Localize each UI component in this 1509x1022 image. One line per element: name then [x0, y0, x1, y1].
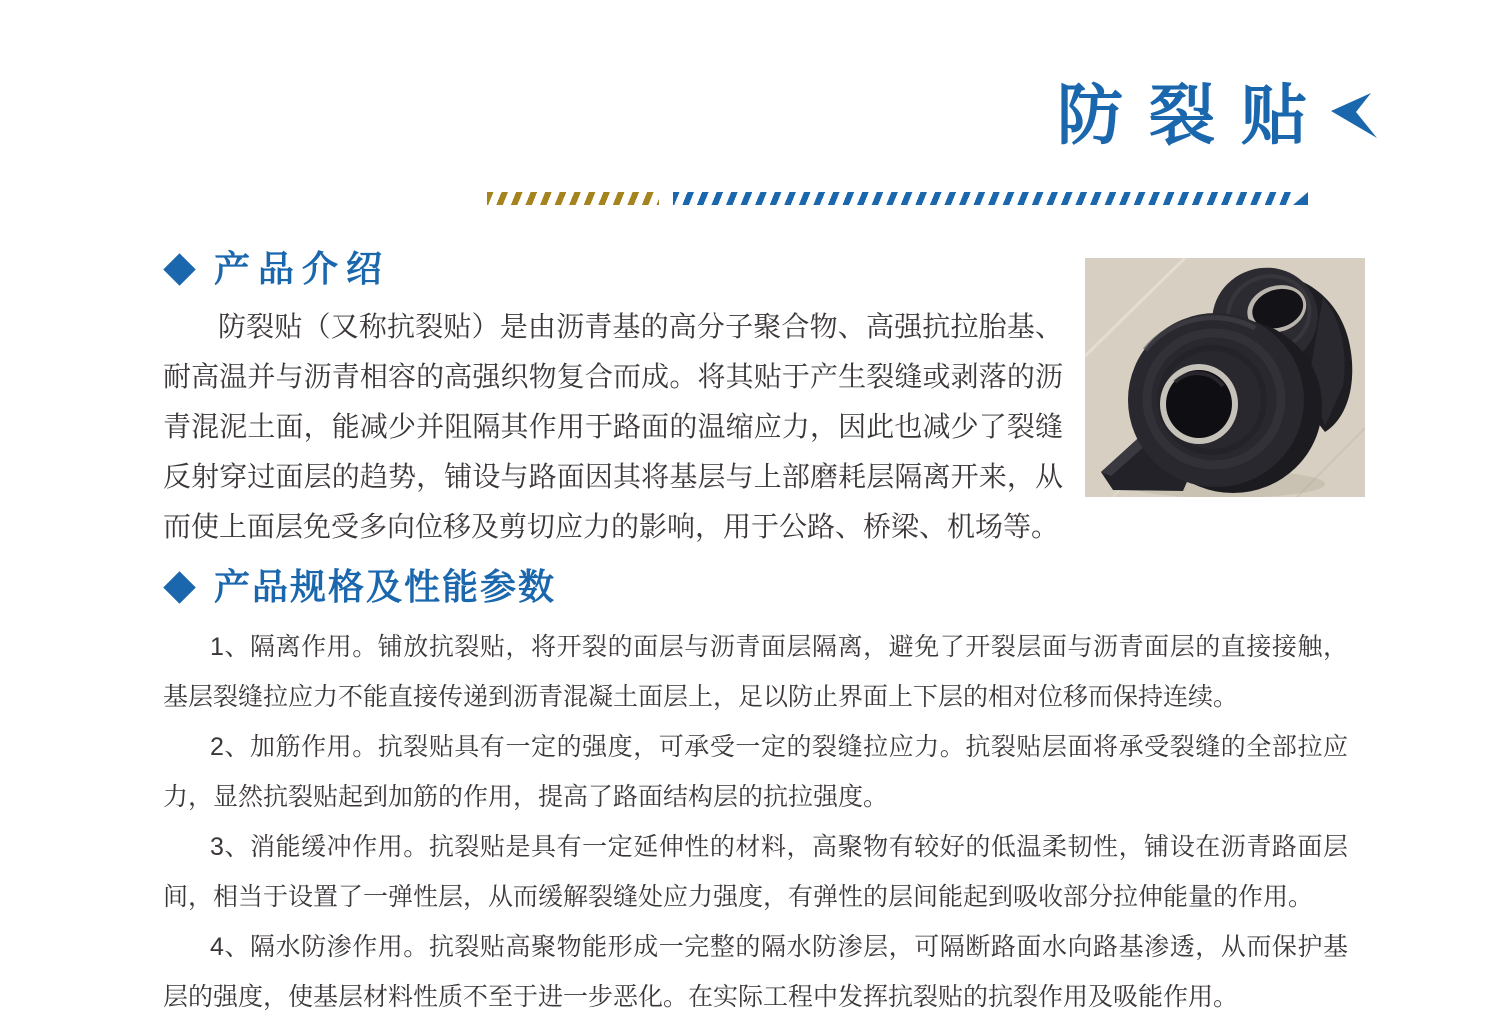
- product-photo: [1085, 258, 1365, 497]
- spec-paragraph-2: 2、加筋作用。抗裂贴具有一定的强度，可承受一定的裂缝拉应力。抗裂贴层面将承受裂缝的全部拉应力，显然抗裂贴起到加筋的作用，提高了路面结构层的抗拉强度。: [163, 733, 1348, 811]
- masthead: [1057, 76, 1377, 154]
- specs-paragraphs: [163, 622, 1348, 1022]
- left-arrowhead-icon: [1331, 93, 1377, 138]
- spec-paragraph-3: 3、消能缓冲作用。抗裂贴是具有一定延伸性的材料，高聚物有较好的低温柔韧性，铺设在沥青路面层间，相当于设置了一弹性层，从而缓解裂缝处应力强度，有弹性的层间能起到吸收部分拉伸能量的作用。: [163, 833, 1348, 911]
- content-area: [163, 248, 1348, 1022]
- intro-paragraph: 防裂贴（又称抗裂贴）是由沥青基的高分子聚合物、高强抗拉胎基、耐高温并与沥青相容的高强织物复合而成。将其贴于产生裂缝或剥落的沥青混泥土面，能减少并阻隔其作用于路面的温缩应力，因此也减少了裂缝反射穿过面层的趋势，铺设与路面因其将基层与上部磨耗层隔离开来，从而使上面层免受多向位移及剪切应力的影响，用于公路、桥梁、机场等。: [163, 311, 1063, 542]
- intro-heading-text: 产品介绍: [214, 248, 391, 289]
- spec-paragraph-1: 1、隔离作用。铺放抗裂贴，将开裂的面层与沥青面层隔离，避免了开裂层面与沥青面层的直接接触，基层裂缝拉应力不能直接传递到沥青混凝土面层上，足以防止界面上下层的相对位移而保持连续。: [163, 633, 1348, 711]
- page-title: 防裂贴: [1057, 76, 1333, 154]
- rule-end-triangle: [1293, 192, 1308, 205]
- diamond-icon: [163, 571, 196, 604]
- blue-slash-rule: [673, 192, 1293, 205]
- spec-paragraph-4: 4、隔水防渗作用。抗裂贴高聚物能形成一完整的隔水防渗层，可隔断路面水向路基渗透，从而保护基层的强度，使基层材料性质不至于进一步恶化。在实际工程中发挥抗裂贴的抗裂作用及吸能作用。: [163, 933, 1348, 1011]
- gold-slash-rule: [487, 192, 659, 205]
- diamond-icon: [163, 253, 196, 286]
- specs-heading-text: 产品规格及性能参数: [214, 566, 557, 607]
- section-heading-specs: [163, 566, 1348, 608]
